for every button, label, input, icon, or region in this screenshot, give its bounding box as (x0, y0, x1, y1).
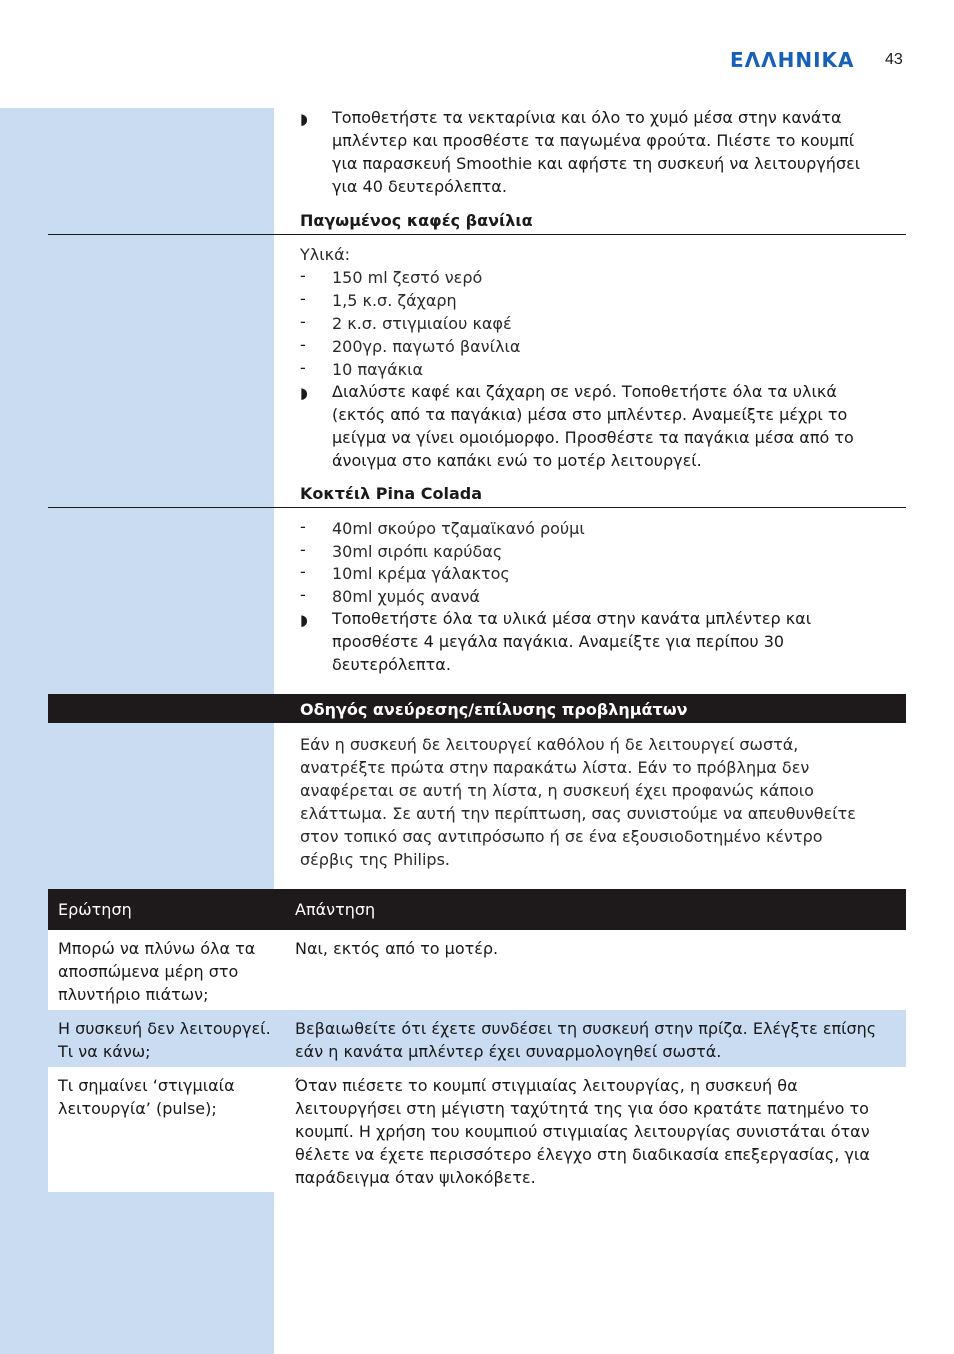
text-line: Τι να κάνω; (58, 1042, 151, 1061)
dash-marker: - (300, 562, 306, 581)
dash-marker: - (300, 266, 306, 285)
question-cell (58, 1017, 271, 1063)
coffee-title: Παγωμένος καφές βανίλια (300, 211, 533, 230)
text-line: λειτουργήσει στη μέγιστη ταχύτητά της για όσο κρατάτε πατημένο το (295, 1099, 869, 1118)
section-divider (48, 234, 906, 235)
text-line: μπλέντερ και προσθέστε τα παγωμένα φρούτα. Πιέστε το κουμπί (332, 131, 855, 150)
dash-marker: - (300, 289, 306, 308)
text-line: Ναι, εκτός από το μοτέρ. (295, 939, 499, 958)
text-line: Τοποθετήστε όλα τα υλικά μέσα στην κανάτα μπλέντερ και (332, 609, 812, 628)
text-line: Όταν πιέσετε το κουμπί στιγμιαίας λειτουργίας, η συσκευή θα (295, 1076, 798, 1095)
text-line: (εκτός από τα παγάκια) μέσα στο μπλέντερ. Αναμείξτε μέχρι το (332, 405, 848, 424)
text-line: Η συσκευή δεν λειτουργεί. (58, 1019, 271, 1038)
text-line: Διαλύστε καφέ και ζάχαρη σε νερό. Τοποθετήστε όλα τα υλικά (332, 382, 837, 401)
text-line: προσθέστε 4 μεγάλα παγάκια. Αναμείξτε για περίπου 30 (332, 632, 785, 651)
page-number: 43 (885, 51, 903, 68)
dash-marker: - (300, 335, 306, 354)
text-line: για 40 δευτερόλεπτα. (332, 177, 507, 196)
troubleshooting-heading-band (48, 694, 906, 723)
ingredient-item: 1,5 κ.σ. ζάχαρη (332, 291, 457, 310)
text-line: Μπορώ να πλύνω όλα τα (58, 939, 256, 958)
language-header: ΕΛΛΗΝΙΚΑ (730, 48, 855, 72)
column-header-answer: Απάντηση (295, 900, 376, 919)
text-line: δευτερόλεπτα. (332, 655, 451, 674)
text-line: άνοιγμα στο καπάκι ενώ το μοτέρ λειτουργεί. (332, 451, 702, 470)
ingredient-item: 10 παγάκια (332, 360, 424, 379)
column-header-question: Ερώτηση (58, 900, 132, 919)
text-line: για παρασκευή Smoothie και αφήστε τη συσκευή να λειτουργήσει (332, 154, 861, 173)
bullet-marker: ◗ (300, 611, 308, 629)
ingredient-item: 2 κ.σ. στιγμιαίου καφέ (332, 314, 512, 333)
dash-marker: - (300, 585, 306, 604)
text-line: σέρβις της Philips. (300, 850, 450, 869)
text-line: λειτουργία’ (pulse); (58, 1099, 217, 1118)
pina-step (332, 607, 811, 676)
troubleshooting-intro (300, 733, 856, 871)
text-line: παράδειγμα όταν ψιλοκόβετε. (295, 1168, 536, 1187)
table-row (48, 1010, 906, 1067)
text-line: ανατρέξτε πρώτα στην παρακάτω λίστα. Εάν το πρόβλημα δεν (300, 758, 810, 777)
dash-marker: - (300, 517, 306, 536)
text-line: πλυντήριο πιάτων; (58, 985, 209, 1004)
table-row (48, 1067, 906, 1192)
bullet-marker: ◗ (300, 384, 308, 402)
question-cell (58, 1074, 235, 1120)
ingredient-item: 10ml κρέμα γάλακτος (332, 564, 510, 583)
ingredient-item: 80ml χυμός ανανά (332, 587, 480, 606)
dash-marker: - (300, 358, 306, 377)
dash-marker: - (300, 312, 306, 331)
pina-colada-title: Κοκτέιλ Pina Colada (300, 484, 483, 503)
question-cell (58, 937, 255, 1006)
answer-cell (295, 1017, 876, 1063)
text-line: Βεβαιωθείτε ότι έχετε συνδέσει τη συσκευή στην πρίζα. Ελέγξτε επίσης (295, 1019, 877, 1038)
text-line: κουμπί. Η χρήση του κουμπιού στιγμιαίας λειτουργίας συνιστάται όταν (295, 1122, 870, 1141)
ingredient-item: 200γρ. παγωτό βανίλια (332, 337, 521, 356)
text-line: Εάν η συσκευή δε λειτουργεί καθόλου ή δε λειτουργεί σωστά, (300, 735, 799, 754)
table-header (48, 889, 906, 930)
text-line: θέλετε να έχετε περισσότερο έλεγχο στη διαδικασία επεξεργασίας, για (295, 1145, 870, 1164)
ingredient-item: 30ml σιρόπι καρύδας (332, 542, 503, 561)
ingredient-item: 150 ml ζεστό νερό (332, 268, 483, 287)
text-line: ελάττωμα. Σε αυτή την περίπτωση, σας συνιστούμε να απευθυνθείτε (300, 804, 856, 823)
bullet-marker: ◗ (300, 110, 308, 128)
intro-step (332, 106, 860, 198)
text-line: αναφέρεται σε αυτή τη λίστα, η συσκευή έχει προφανώς κάποιο (300, 781, 814, 800)
text-line: Τι σημαίνει ‘στιγμιαία (58, 1076, 235, 1095)
text-line: αποσπώμενα μέρη στο (58, 962, 239, 981)
table-row (48, 930, 906, 1010)
ingredients-label: Υλικά: (300, 245, 351, 264)
ingredient-item: 40ml σκούρο τζαμαϊκανό ρούμι (332, 519, 585, 538)
text-line: εάν η κανάτα μπλέντερ έχει συναρμολογηθεί σωστά. (295, 1042, 722, 1061)
text-line: στον τοπικό σας αντιπρόσωπο ή σε ένα εξουσιοδοτημένο κέντρο (300, 827, 823, 846)
troubleshooting-title: Οδηγός ανεύρεσης/επίλυσης προβλημάτων (300, 700, 688, 719)
section-divider (48, 507, 906, 508)
text-line: μείγμα να γίνει ομοιόμορφο. Προσθέστε τα παγάκια μέσα από το (332, 428, 854, 447)
answer-cell (295, 937, 498, 960)
text-line: Τοποθετήστε τα νεκταρίνια και όλο το χυμό μέσα στην κανάτα (332, 108, 842, 127)
answer-cell (295, 1074, 870, 1189)
coffee-step (332, 380, 854, 472)
dash-marker: - (300, 540, 306, 559)
